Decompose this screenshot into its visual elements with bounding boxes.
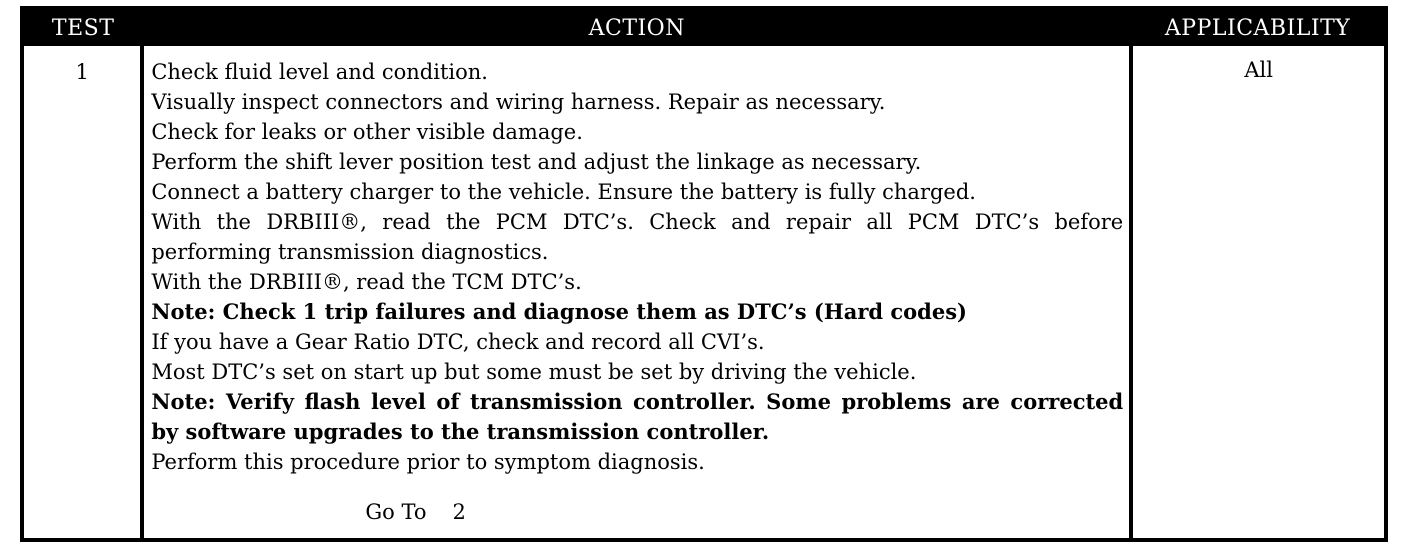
action-line: Check fluid level and condition. (151, 60, 488, 84)
header-applicability: APPLICABILITY (1131, 8, 1386, 46)
goto-label: Go To (365, 500, 427, 524)
diagnostic-procedure-table (20, 6, 1388, 542)
test-number-cell (22, 46, 142, 540)
action-line: Connect a battery charger to the vehicle. Ensure the battery is fully charged. (151, 180, 976, 204)
action-note: Note: Check 1 trip failures and diagnose them as DTC’s (Hard codes) (151, 299, 967, 324)
action-line: Visually inspect connectors and wiring harness. Repair as necessary. (151, 90, 886, 114)
action-line: Perform this procedure prior to symptom diagnosis. (151, 450, 705, 474)
header-action: ACTION (142, 8, 1131, 46)
action-line: With the DRBIII®, read the TCM DTC’s. (151, 270, 582, 294)
action-line: If you have a Gear Ratio DTC, check and record all CVI’s. (151, 330, 765, 354)
table-header-row (22, 8, 1386, 46)
action-line: Check for leaks or other visible damage. (151, 120, 583, 144)
test-number: 1 (75, 60, 89, 84)
table-row (22, 46, 1386, 540)
action-note: Note: Verify flash level of transmission controller. Some problems are corrected by software upgrades to the transmission controller. (151, 389, 1124, 444)
action-cell (142, 46, 1131, 540)
goto-step (151, 497, 1123, 527)
action-line: Most DTC’s set on start up but some must be set by driving the vehicle. (151, 360, 917, 384)
action-line: With the DRBIII®, read the PCM DTC’s. Check and repair all PCM DTC’s before performing transmission diagnostics. (151, 210, 1124, 264)
applicability-value: All (1244, 58, 1273, 82)
header-test: TEST (22, 8, 142, 46)
action-line: Perform the shift lever position test and adjust the linkage as necessary. (151, 150, 922, 174)
goto-target: 2 (452, 500, 466, 524)
applicability-cell (1131, 46, 1386, 540)
